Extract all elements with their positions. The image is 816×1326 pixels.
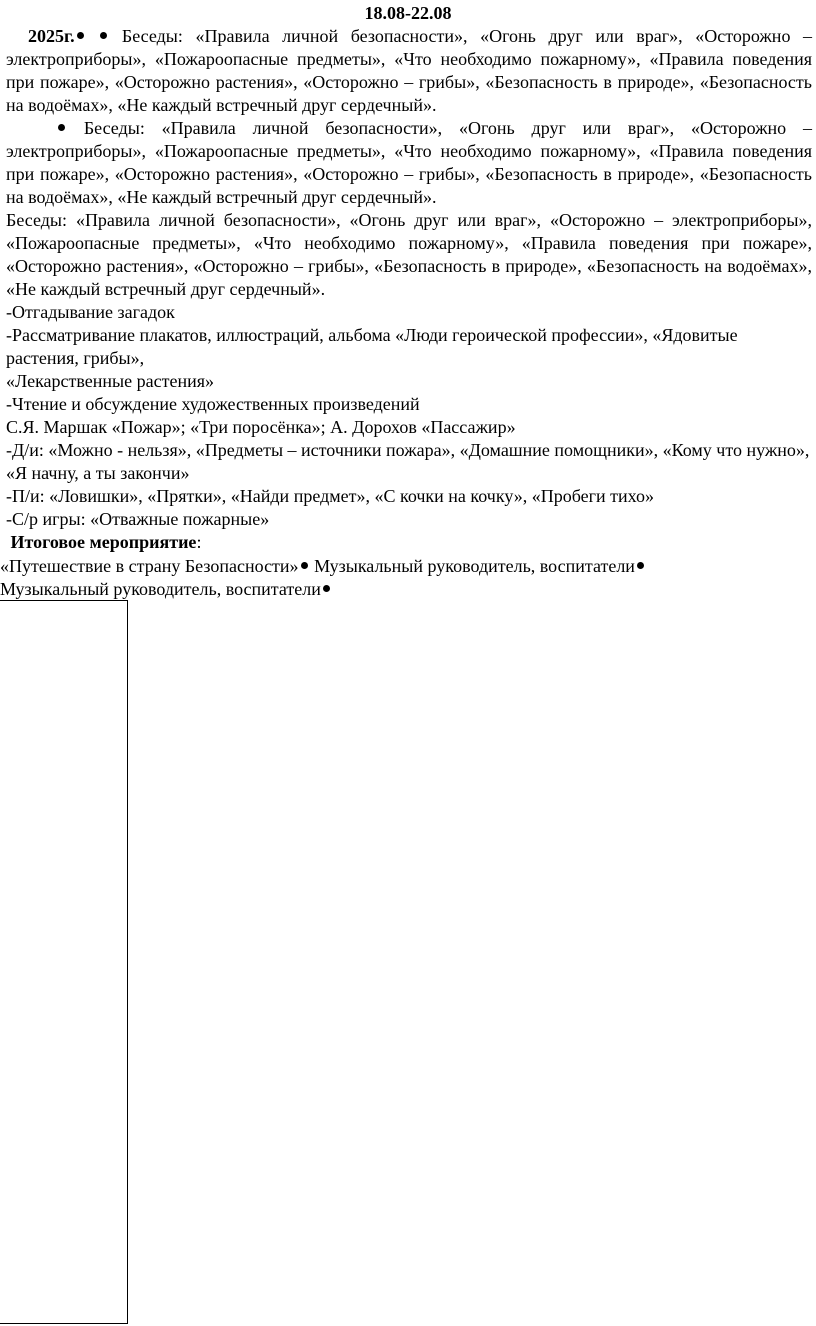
final-event-label: Итоговое мероприятие [10,532,197,552]
talks-paragraph-2 [6,117,812,209]
bullet-icon [100,32,107,39]
activity-line: -Д/и: «Можно - нельзя», «Предметы – источники пожара», «Домашние помощники», «Кому что нужно», «Я начну, а ты закончи» [6,440,810,483]
activity-line: -Рассматривание плакатов, иллюстраций, альбома «Люди героической профессии», «Ядовитые растения, грибы», [6,325,738,368]
final-event-heading [6,531,812,554]
activity-line: -П/и: «Ловишки», «Прятки», «Найди предмет», «С кочки на кочку», «Пробеги тихо» [6,486,654,506]
bullet-icon [637,562,644,569]
talks-label: Беседы: [121,26,183,46]
bullet-icon [77,32,84,39]
talks-label: Беседы: [6,210,67,230]
activity-line: «Лекарственные растения» [6,371,215,391]
bullet-icon [301,562,308,569]
activity-line: С.Я. Маршак «Пожар»; «Три поросёнка»; А. Дорохов «Пассажир» [6,417,516,437]
talks-paragraph-1 [6,25,812,117]
responsible-text: Музыкальный руководитель, воспитатели [0,579,321,599]
bullet-icon [58,124,65,131]
activity-line: -С/р игры: «Отважные пожарные» [6,509,270,529]
talks-label: Беседы: [83,118,145,138]
final-event-name: «Путешествие в страну Безопасности» [0,556,299,576]
talks-text: «Правила личной безопасности», «Огонь друг или враг», «Осторожно – электроприборы», «Пожароопасные предметы», «Что необходимо пожарному», «Правила поведения при пожаре», «Осторожно растения», «Осторожно – грибы», «Безопасность в природе», «Безопасность на водоёмах», «Не каждый встречный друг сердечный». [6,118,813,207]
final-event-block [0,555,816,601]
activity-line: -Отгадывание загадок [6,302,175,322]
final-event-colon: : [196,532,202,552]
bullet-icon [323,585,330,592]
responsible-text: Музыкальный руководитель, воспитатели [314,556,635,576]
talks-text: «Правила личной безопасности», «Огонь друг или враг», «Осторожно – электроприборы», «Пожароопасные предметы», «Что необходимо пожарному», «Правила поведения при пожаре», «Осторожно растения», «Осторожно – грибы», «Безопасность в природе», «Безопасность на водоёмах», «Не каждый встречный друг сердечный». [6,26,813,115]
activity-line: -Чтение и обсуждение художественных произведений [6,394,420,414]
final-event-line [0,555,816,578]
talks-text: «Правила личной безопасности», «Огонь друг или враг», «Осторожно – электроприборы», «Пожароопасные предметы», «Что необходимо пожарному», «Правила поведения при пожаре», «Осторожно растения», «Осторожно – грибы», «Безопасность в природе», «Безопасность на водоёмах», «Не каждый встречный друг сердечный». [6,210,813,299]
talks-paragraph-3 [6,209,812,301]
responsible-line [0,578,816,601]
table-cell-border [0,600,128,1324]
week-content [6,25,812,554]
date-range-heading: 18.08-22.08 [364,3,452,23]
year-label: 2025г. [28,26,75,46]
